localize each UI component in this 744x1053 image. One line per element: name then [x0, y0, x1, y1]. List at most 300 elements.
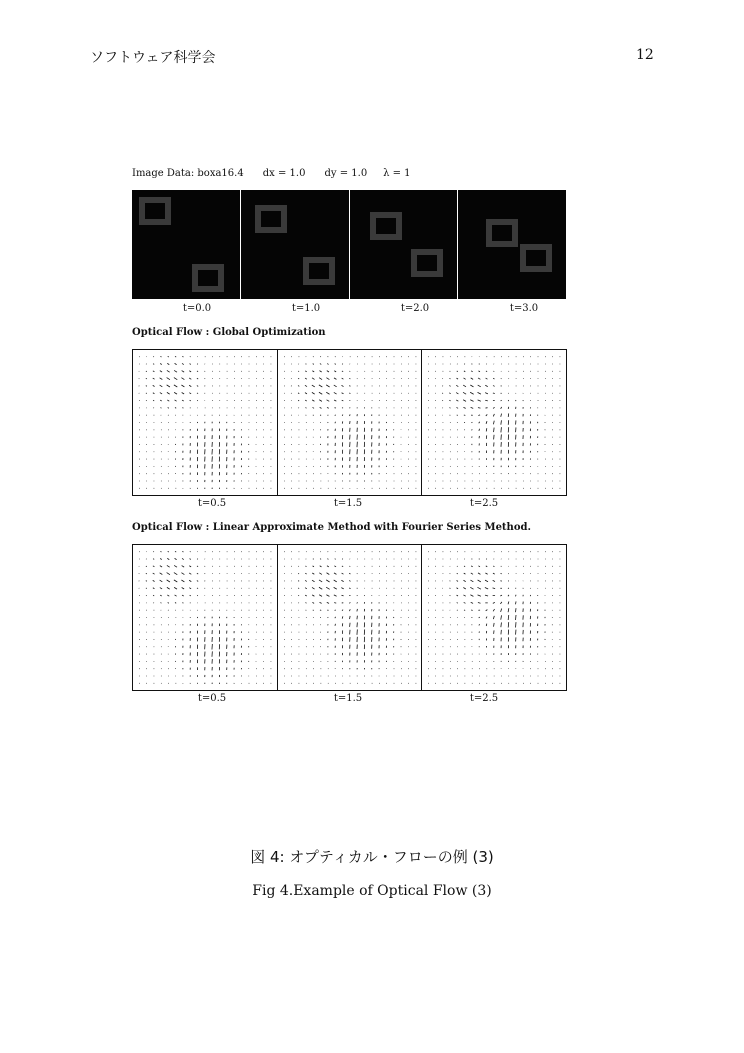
flow-vector	[334, 378, 336, 380]
flow-vector	[160, 580, 163, 582]
flow-vector	[464, 602, 466, 603]
flow-vector	[471, 573, 473, 574]
flow-vector	[509, 400, 510, 401]
flow-vector	[167, 558, 169, 559]
flow-vector	[197, 371, 198, 372]
flow-vector	[478, 400, 481, 401]
flow-vector	[305, 573, 306, 574]
flow-vector	[160, 363, 162, 364]
flow-vector	[501, 573, 502, 574]
flow-vector	[349, 588, 351, 589]
square-object	[303, 257, 335, 285]
flow-vector	[305, 378, 307, 379]
flow-vector	[326, 392, 329, 394]
frame-label: t=0.0	[182, 303, 212, 314]
flow-vector	[471, 595, 474, 597]
flow-vector	[342, 415, 343, 416]
flow-vector	[464, 573, 466, 574]
flow-vector	[305, 595, 306, 596]
flow-vector	[501, 407, 502, 409]
flow-vector	[174, 587, 177, 589]
image-frame-t2	[350, 190, 458, 299]
flow-vector	[160, 408, 161, 409]
flow-vector	[174, 370, 177, 372]
flow-vector	[349, 414, 350, 416]
flow-vector	[182, 603, 183, 604]
flow-field-panel	[277, 545, 422, 690]
flow-vector	[305, 385, 307, 386]
flow-vector	[486, 421, 487, 424]
flow-vector	[298, 371, 299, 372]
flow-vector	[509, 622, 510, 627]
image-frame-t3	[458, 190, 566, 299]
flow-vector	[298, 400, 299, 401]
flow-vector	[334, 400, 336, 401]
flow-vector	[182, 363, 184, 364]
flow-vector	[319, 378, 322, 380]
flow-vector	[319, 595, 322, 597]
flow-vector	[501, 414, 502, 417]
flow-vector	[153, 378, 155, 379]
flow-vector	[479, 559, 480, 560]
linear-flow-panels	[132, 544, 567, 691]
flow-vector	[167, 565, 170, 567]
flow-vector	[487, 428, 488, 431]
flow-vector	[471, 602, 473, 603]
flow-vector	[168, 551, 169, 552]
flow-vector	[305, 393, 307, 394]
flow-vector	[298, 378, 299, 379]
flow-vector	[311, 385, 314, 387]
flow-vector	[463, 392, 466, 394]
flow-vector	[319, 566, 321, 567]
flow-vector	[326, 371, 328, 372]
flow-vector	[305, 588, 307, 589]
flow-vector	[189, 393, 191, 394]
flow-vector	[335, 422, 336, 424]
flow-vector	[450, 386, 451, 387]
flow-vector	[167, 392, 170, 394]
flow-vector	[334, 595, 337, 596]
flow-vector	[472, 566, 473, 567]
flow-vector	[326, 378, 329, 380]
flow-vector	[175, 400, 177, 401]
flow-field-panel	[133, 350, 277, 495]
flow-vector	[312, 371, 314, 372]
global-flow-panels	[132, 349, 567, 496]
flow-vector	[464, 371, 465, 372]
flow-vector	[493, 573, 495, 574]
flow-vector	[463, 400, 466, 402]
flow-vector	[478, 595, 481, 596]
flow-vector	[167, 363, 169, 364]
flow-label: t=1.5	[333, 498, 363, 509]
flow-vector	[479, 422, 480, 424]
flow-vector	[319, 392, 322, 394]
flow-vector	[189, 371, 191, 372]
flow-vector	[457, 573, 458, 574]
journal-name: ソフトウェア科学会	[90, 50, 216, 66]
image-frame-t0	[132, 190, 240, 299]
flow-vector	[305, 408, 306, 409]
square-object	[486, 219, 518, 247]
flow-vector	[478, 385, 481, 387]
flow-vector	[312, 392, 315, 394]
flow-field-panel	[277, 350, 422, 495]
square-object	[520, 244, 552, 272]
flow-vector	[146, 371, 147, 372]
flow-vector	[160, 588, 162, 589]
flow-vector	[349, 581, 350, 582]
flow-vector	[457, 400, 459, 401]
flow-vector	[160, 371, 162, 372]
flow-vector	[181, 573, 184, 575]
flow-vector	[197, 581, 198, 582]
flow-vector	[174, 378, 177, 380]
flow-vector	[319, 371, 321, 372]
flow-vector	[319, 573, 322, 575]
flow-vector	[167, 580, 170, 582]
flow-vector	[457, 371, 458, 372]
flow-vector	[326, 400, 329, 401]
flow-vector	[298, 393, 299, 394]
flow-vector	[175, 408, 176, 409]
flow-vector	[334, 603, 336, 604]
flow-label: t=0.5	[197, 693, 227, 704]
flow-vector	[471, 371, 473, 372]
flow-vector	[457, 580, 458, 581]
flow-vector	[146, 566, 147, 567]
flow-vector	[160, 356, 161, 357]
flow-vector	[146, 581, 147, 582]
flow-vector	[464, 588, 466, 589]
flow-vector	[516, 601, 517, 604]
flow-vector	[341, 393, 343, 394]
flow-vector	[478, 392, 481, 394]
flow-vector	[334, 415, 335, 416]
flow-vector	[174, 392, 177, 394]
flow-vector	[175, 603, 176, 604]
flow-vector	[478, 587, 482, 589]
flow-vector	[190, 400, 191, 401]
flow-vector	[197, 588, 198, 589]
flow-vector	[494, 566, 495, 567]
flow-vector	[146, 378, 147, 379]
flow-vector	[167, 400, 169, 401]
flow-vector	[167, 385, 170, 387]
flow-vector	[342, 371, 343, 372]
flow-vector	[182, 558, 184, 559]
flow-vector	[182, 392, 184, 394]
flow-vector	[335, 617, 336, 618]
flow-vector	[486, 573, 488, 574]
flow-vector	[326, 580, 329, 582]
flow-vector	[501, 420, 502, 424]
flow-vector	[298, 595, 299, 596]
flow-vector	[487, 624, 488, 626]
flow-vector	[479, 371, 480, 372]
square-object	[255, 205, 287, 233]
flow-vector	[168, 603, 169, 604]
flow-vector	[167, 587, 170, 589]
flow-vector	[457, 407, 459, 408]
flow-vector	[153, 393, 155, 394]
flow-vector	[298, 386, 299, 387]
flow-vector	[457, 588, 459, 589]
flow-vector	[493, 386, 495, 387]
flow-vector	[182, 551, 183, 552]
flow-vector	[327, 364, 328, 365]
frame-label: t=3.0	[509, 303, 539, 314]
flow-vector	[342, 610, 343, 611]
figure-caption-english: Fig 4.Example of Optical Flow (3)	[252, 883, 492, 899]
flow-vector	[168, 408, 169, 409]
flow-vector	[501, 595, 503, 596]
flow-vector	[450, 408, 451, 409]
flow-vector	[160, 551, 161, 552]
frame-label: t=2.0	[400, 303, 430, 314]
flow-vector-field	[133, 350, 277, 495]
flow-vector	[485, 595, 488, 596]
flow-vector	[167, 573, 170, 575]
flow-vector	[494, 414, 495, 417]
flow-label: t=2.5	[469, 498, 499, 509]
flow-vector	[486, 371, 487, 372]
flow-vector	[471, 385, 474, 387]
flow-field-panel	[421, 545, 566, 690]
flow-vector	[153, 580, 155, 581]
flow-vector	[160, 558, 162, 559]
flow-vector	[472, 422, 473, 423]
flow-vector	[479, 415, 481, 416]
flow-vector	[326, 595, 329, 597]
flow-vector	[189, 566, 191, 567]
flow-vector	[486, 566, 487, 567]
flow-vector	[479, 566, 481, 567]
flow-vector	[457, 595, 458, 596]
flow-vector	[334, 392, 337, 394]
square-object	[192, 264, 224, 292]
flow-vector	[153, 400, 154, 401]
flow-vector	[174, 565, 177, 567]
flow-vector	[160, 400, 162, 401]
flow-vector	[327, 559, 328, 560]
flow-vector	[450, 588, 451, 589]
flow-vector	[486, 617, 487, 619]
flow-vector	[493, 393, 495, 394]
flow-vector	[486, 610, 488, 611]
flow-vector	[470, 392, 474, 394]
flow-vector	[501, 602, 502, 604]
flow-vector	[153, 595, 154, 596]
flow-vector	[319, 587, 322, 589]
flow-vector	[349, 386, 350, 387]
flow-vector	[298, 588, 299, 589]
flow-vector	[516, 595, 517, 597]
flow-vector	[327, 617, 328, 618]
flow-vector	[471, 400, 474, 402]
flow-vector	[146, 386, 147, 387]
flow-vector	[494, 616, 495, 619]
flow-vector	[457, 385, 459, 386]
flow-vector	[494, 421, 495, 425]
flow-vector	[457, 603, 458, 604]
flow-vector	[472, 429, 473, 430]
flow-vector	[464, 407, 466, 408]
flow-vector	[486, 414, 487, 416]
flow-vector	[305, 566, 306, 567]
flow-vector	[174, 580, 177, 582]
flow-vector	[334, 559, 335, 560]
flow-vector	[501, 427, 502, 432]
flow-vector	[197, 566, 198, 567]
image-frames-strip	[132, 190, 566, 299]
flow-vector	[471, 580, 474, 582]
flow-vector	[494, 378, 495, 379]
flow-vector	[181, 580, 184, 582]
flow-vector	[326, 573, 329, 575]
flow-vector	[479, 617, 480, 618]
flow-vector	[494, 623, 495, 627]
flow-vector	[174, 385, 177, 387]
flow-label: t=1.5	[333, 693, 363, 704]
page-number: 12	[636, 47, 654, 63]
flow-vector	[160, 385, 163, 387]
flow-field-panel	[421, 350, 566, 495]
flow-vector	[189, 580, 191, 581]
flow-vector	[471, 378, 473, 379]
flow-vector	[312, 407, 314, 408]
flow-vector	[146, 573, 147, 574]
flow-vector	[146, 588, 147, 589]
flow-vector	[486, 385, 488, 386]
flow-vector	[326, 587, 329, 589]
flow-vector	[478, 603, 481, 604]
flow-vector	[153, 364, 154, 365]
flow-vector	[153, 588, 155, 589]
global-flow-title: Optical Flow : Global Optimization	[132, 327, 326, 338]
flow-vector	[494, 428, 495, 432]
flow-vector	[501, 609, 502, 612]
flow-label: t=0.5	[197, 498, 227, 509]
flow-vector	[146, 393, 147, 394]
flow-vector	[319, 407, 321, 408]
flow-vector	[508, 608, 509, 612]
flow-vector	[320, 559, 321, 560]
flow-vector	[175, 595, 177, 596]
flow-vector	[478, 580, 481, 582]
flow-vector	[341, 588, 343, 589]
flow-vector	[464, 595, 466, 596]
flow-vector	[312, 573, 314, 574]
flow-vector	[305, 364, 306, 365]
flow-vector	[298, 581, 299, 582]
flow-vector	[341, 573, 343, 574]
flow-label: t=2.5	[469, 693, 499, 704]
flow-vector	[341, 378, 343, 379]
figure-caption-japanese: 図 4: オプティカル・フローの例 (3)	[250, 848, 494, 866]
flow-vector	[349, 609, 350, 611]
flow-vector	[167, 595, 169, 596]
flow-vector	[190, 559, 191, 560]
linear-flow-title: Optical Flow : Linear Approximate Method with Fourier Series Method.	[132, 522, 531, 533]
flow-vector	[175, 356, 176, 357]
flow-vector	[319, 580, 322, 582]
flow-vector	[508, 615, 509, 620]
flow-vector	[508, 588, 509, 589]
flow-vector	[342, 616, 343, 618]
flow-vector	[305, 580, 307, 581]
flow-vector	[493, 407, 494, 408]
flow-vector	[181, 378, 184, 380]
flow-vector	[485, 580, 488, 582]
flow-vector	[485, 587, 488, 589]
flow-vector	[493, 580, 495, 581]
flow-vector	[160, 573, 163, 575]
flow-vector	[153, 559, 154, 560]
flow-vector	[167, 378, 170, 380]
flow-vector	[334, 573, 336, 575]
flow-vector	[197, 573, 198, 574]
flow-vector	[182, 356, 183, 357]
flow-vector	[334, 566, 336, 567]
flow-vector	[334, 371, 336, 372]
flow-vector	[312, 566, 313, 567]
flow-vector	[319, 602, 321, 603]
flow-vector	[509, 407, 510, 409]
flow-vector	[349, 408, 350, 409]
image-frame-t1	[241, 190, 349, 299]
flow-vector	[478, 573, 480, 574]
flow-vector-field	[278, 545, 422, 690]
flow-vector-field	[133, 545, 277, 690]
flow-vector	[333, 587, 336, 589]
flow-vector	[341, 385, 343, 386]
flow-vector	[326, 602, 328, 603]
flow-vector	[501, 400, 502, 401]
flow-vector	[190, 364, 191, 365]
flow-vector	[326, 385, 329, 387]
flow-vector	[486, 400, 489, 401]
flow-vector	[341, 400, 343, 401]
flow-vector	[457, 378, 459, 379]
flow-vector	[312, 602, 314, 603]
flow-vector	[516, 608, 517, 612]
flow-vector	[349, 616, 350, 619]
flow-vector	[175, 558, 177, 559]
flow-vector	[486, 378, 488, 379]
flow-vector	[305, 371, 306, 372]
flow-vector	[450, 378, 451, 379]
flow-vector	[471, 587, 474, 589]
flow-vector	[508, 602, 509, 605]
flow-vector	[182, 587, 184, 589]
flow-vector	[160, 378, 163, 380]
flow-vector	[493, 588, 496, 589]
flow-vector	[182, 400, 184, 401]
flow-vector	[319, 400, 322, 402]
flow-vector	[312, 580, 315, 582]
flow-vector	[182, 566, 184, 568]
flow-vector	[189, 385, 191, 386]
flow-vector	[182, 408, 183, 409]
flow-vector	[312, 400, 314, 401]
flow-vector-field	[422, 545, 566, 690]
flow-vector	[153, 371, 155, 372]
flow-vector	[471, 407, 474, 408]
flow-vector	[479, 429, 480, 431]
flow-vector	[327, 408, 329, 409]
